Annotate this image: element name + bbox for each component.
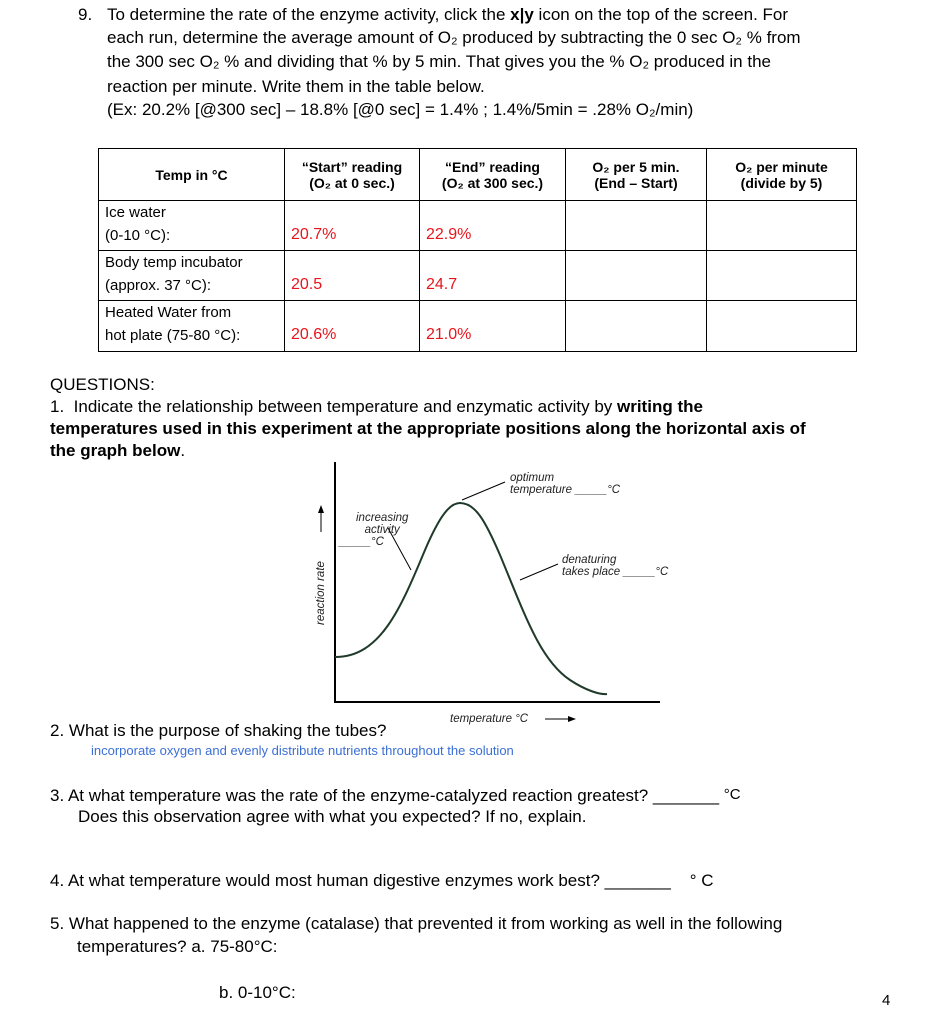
row-label: Heated Water from hot plate (75-80 °C): — [99, 301, 285, 352]
y-arrow-head — [318, 505, 324, 513]
y-axis-label: reaction rate — [315, 561, 327, 625]
q9-line1: To determine the rate of the enzyme activity, click the x|y icon on the top of the screen. For — [107, 5, 789, 24]
row-label: Ice water (0-10 °C): — [99, 201, 285, 251]
data-table — [98, 148, 857, 352]
start-cell[interactable]: 20.5 — [285, 251, 420, 301]
increasing-blank: _____°C — [339, 536, 384, 548]
q9-example: (Ex: 20.2% [@300 sec] – 18.8% [@0 sec] = 1.4% ; 1.4%/5min = .28% O₂/min) — [107, 100, 694, 119]
end-cell[interactable]: 24.7 — [420, 251, 566, 301]
table-row — [99, 301, 857, 352]
per5-cell[interactable] — [566, 301, 707, 352]
q9-line2: each run, determine the average amount of O₂ produced by subtracting the 0 sec O₂ % from — [107, 28, 801, 47]
header-per5: O₂ per 5 min. (End – Start) — [566, 149, 707, 201]
q9-line4: reaction per minute. Write them in the table below. — [107, 77, 485, 96]
q5-part-b: b. 0-10°C: — [219, 983, 296, 1002]
optimum-pointer — [462, 482, 505, 500]
permin-cell[interactable] — [707, 201, 857, 251]
permin-cell[interactable] — [707, 301, 857, 352]
q3-question: 3. At what temperature was the rate of the enzyme-catalyzed reaction greatest? _______ °C — [50, 786, 741, 805]
table-row — [99, 201, 857, 251]
q1-line1: 1. Indicate the relationship between temperature and enzymatic activity by writing the — [50, 397, 703, 416]
start-cell[interactable]: 20.7% — [285, 201, 420, 251]
q4-question: 4. At what temperature would most human digestive enzymes work best? _______ ° C — [50, 871, 714, 890]
q2-answer: incorporate oxygen and evenly distribute nutrients throughout the solution — [91, 743, 514, 758]
q5-line2: temperatures? a. 75-80°C: — [77, 937, 278, 956]
header-permin: O₂ per minute (divide by 5) — [707, 149, 857, 201]
increasing-label: increasing activity — [356, 512, 409, 536]
header-end: “End” reading (O₂ at 300 sec.) — [420, 149, 566, 201]
end-cell[interactable]: 21.0% — [420, 301, 566, 352]
row-label: Body temp incubator (approx. 37 °C): — [99, 251, 285, 301]
per5-cell[interactable] — [566, 251, 707, 301]
q3-followup: Does this observation agree with what you expected? If no, explain. — [78, 807, 587, 826]
questions-heading: QUESTIONS: — [50, 375, 155, 394]
table-header-row — [99, 149, 857, 201]
q5-line1: 5. What happened to the enzyme (catalase) that prevented it from working as well in the following — [50, 914, 783, 933]
q1-line3: the graph below. — [50, 441, 186, 460]
end-cell[interactable]: 22.9% — [420, 201, 566, 251]
q1-line2: temperatures used in this experiment at the appropriate positions along the horizontal axis of — [50, 419, 806, 438]
q9-line3: the 300 sec O₂ % and dividing that % by 5 min. That gives you the % O₂ produced in the — [107, 52, 771, 71]
permin-cell[interactable] — [707, 251, 857, 301]
header-start: “Start” reading (O₂ at 0 sec.) — [285, 149, 420, 201]
table-row — [99, 251, 857, 301]
x-axis-label: temperature °C — [450, 713, 529, 725]
per5-cell[interactable] — [566, 201, 707, 251]
xy-icon-label: x|y — [510, 5, 534, 24]
page-number: 4 — [882, 992, 891, 1009]
optimum-label: optimum temperature _____°C — [510, 472, 621, 496]
q2-question: 2. What is the purpose of shaking the tubes? — [50, 721, 387, 740]
start-cell[interactable]: 20.6% — [285, 301, 420, 352]
header-temp: Temp in °C — [99, 149, 285, 201]
enzyme-activity-graph — [300, 460, 700, 740]
denaturing-pointer — [520, 564, 558, 580]
denaturing-label: denaturing takes place _____°C — [562, 554, 669, 578]
x-arrow-head — [568, 716, 576, 722]
q9-number: 9. — [78, 5, 93, 24]
